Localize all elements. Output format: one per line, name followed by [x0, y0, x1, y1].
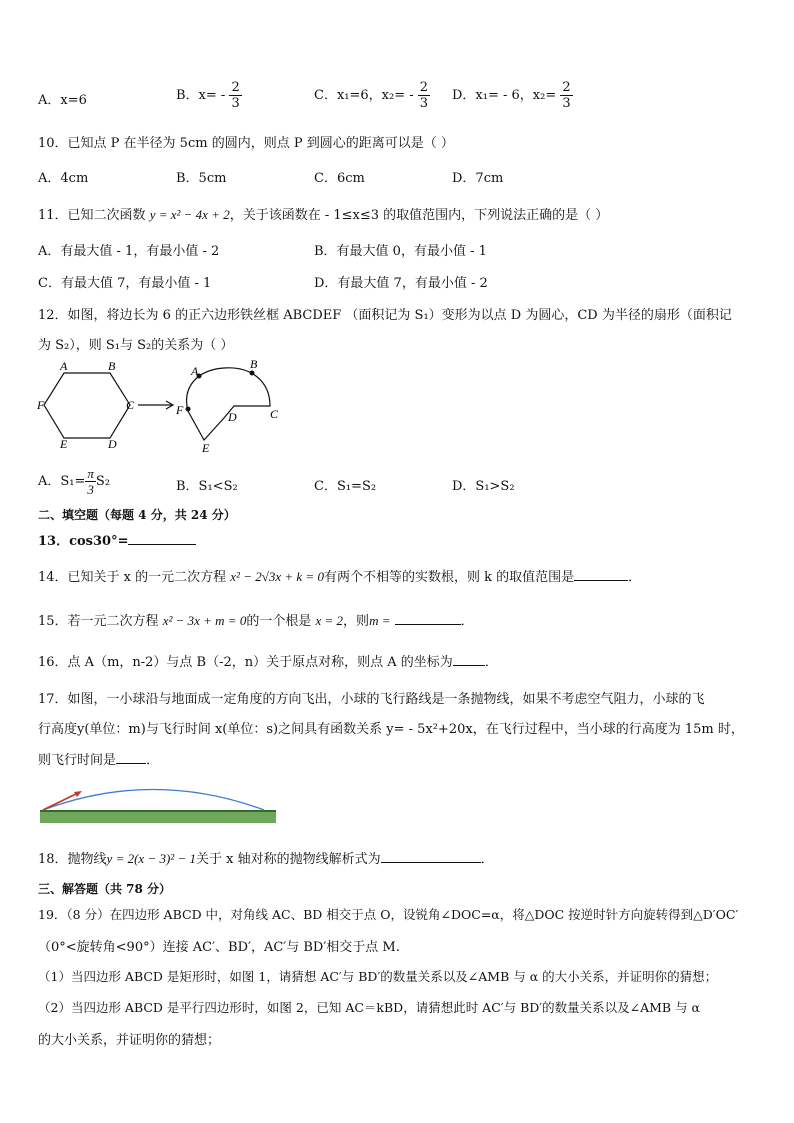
q11-stem [38, 204, 608, 223]
q9-option-a: A．x=6 [38, 93, 87, 108]
q19-line4: （2）当四边形 ABCD 是平行四边形时，如图 2，已知 AC＝kBD，请猜想此时 AC′与 BD′的数量关系以及∠AMB 与 α [38, 1000, 701, 1015]
q11-option-c: C．有最大值 7，有最小值 - 1 [38, 276, 212, 291]
q14-formula: x² − 2√3x + k = 0 [230, 569, 324, 584]
q16-text: 16．点 A（m，n-2）与点 B（-2，n）关于原点对称，则点 A 的坐标为 [38, 655, 453, 670]
q15: 15．若一元二次方程 x² − 3x + m = 0的一个根是 x = 2，则m = ． [38, 613, 474, 629]
q11-stem-suffix: ，关于该函数在 - 1≤x≤3 的取值范围内，下列说法正确的是（ ） [229, 208, 609, 223]
q10-stem: 10．已知点 P 在半径为 5cm 的圆内，则点 P 到圆心的距离可以是（ ） [38, 136, 454, 151]
q10-option-a: A．4cm [38, 171, 89, 186]
q14-prefix: 14．已知关于 x 的一元二次方程 [38, 570, 227, 585]
q11-option-a: A．有最大值 - 1，有最小值 - 2 [38, 244, 220, 259]
hex-label-d: D [108, 437, 117, 451]
q9-option-c [314, 80, 430, 111]
q12-figure [34, 358, 284, 463]
hexagon-shape [44, 373, 130, 438]
q16: 16．点 A（m，n-2）与点 B（-2，n）关于原点对称，则点 A 的坐标为 ． [38, 655, 498, 670]
section-2-title: 二、填空题（每题 4 分，共 24 分） [38, 508, 236, 522]
q18-suffix: 关于 x 轴对称的抛物线解析式为 [195, 852, 381, 867]
q9-option-c-fraction: $\frac{2}{3}$ [419, 80, 429, 111]
q18-formula: y = 2(x − 3)² − 1 [106, 851, 196, 866]
q9-option-b [176, 80, 242, 111]
q10-option-b: B．5cm [176, 171, 227, 186]
sector-label-b: B [250, 358, 258, 371]
q10-option-c: C．6cm [314, 171, 365, 186]
sector-label-f: F [176, 403, 184, 417]
q15-answer-blank[interactable] [395, 612, 461, 625]
hex-label-e: E [60, 437, 68, 451]
q12-option-a [38, 466, 110, 497]
q14-answer-blank[interactable] [574, 568, 628, 581]
q11-option-b: B．有最大值 0，有最小值 - 1 [314, 244, 487, 259]
ground [40, 811, 276, 823]
right-arrow-icon [138, 401, 173, 409]
q12-option-d: D．S₁>S₂ [452, 479, 515, 494]
q15-variable: m = [369, 613, 391, 628]
q9-option-d-prefix: D．x₁= - 6，x₂= [452, 88, 557, 103]
q17-line3-text: 则飞行时间是 [38, 753, 117, 768]
sector-shape [187, 368, 270, 440]
q15-suffix: ，则 [343, 614, 370, 629]
q12-option-a-prefix: A．S₁= [38, 474, 86, 489]
q9-option-b-prefix: B．x= - [176, 88, 226, 103]
hex-label-a: A [60, 359, 68, 373]
q19-line2: （0°<旋转角<90°）连接 AC′、BD′，AC′与 BD′相交于点 M. [38, 940, 400, 955]
q14: 14．已知关于 x 的一元二次方程 x² − 2√3x + k = 0有两个不相等的实数根，则 k 的取值范围是 ． [38, 569, 642, 585]
hex-label-f: F [37, 398, 45, 412]
q17-figure [38, 783, 278, 825]
q19-line1: 19．（8 分）在四边形 ABCD 中，对角线 AC、BD 相交于点 O，设锐角∠DOC=α，将△DOC 按逆时针方向旋转得到△D′OC′ [38, 907, 739, 922]
q13-answer-blank[interactable] [128, 532, 196, 545]
q9-option-d [452, 80, 573, 111]
q12-option-c: C．S₁=S₂ [314, 479, 377, 494]
q19-line3: （1）当四边形 ABCD 是矩形时，如图 1，请猜想 AC′与 BD′的数量关系以及∠AMB 与 α 的大小关系，并证明你的猜想； [38, 969, 718, 984]
q15-prefix: 15．若一元二次方程 [38, 614, 159, 629]
sector-point-f [186, 407, 191, 412]
q18: 18．抛物线y = 2(x − 3)² − 1关于 x 轴对称的抛物线解析式为 ． [38, 851, 494, 867]
q9-option-d-fraction: $\frac{2}{3}$ [562, 80, 571, 111]
q13 [38, 530, 196, 549]
q11-formula: y = x² − 4x + 2 [149, 207, 230, 222]
hex-label-b: B [108, 359, 116, 373]
q12-stem-line2: 为 S₂），则 S₁与 S₂的关系为（ ） [38, 338, 234, 353]
launch-arrow-icon [43, 791, 82, 810]
q11-stem-prefix: 11．已知二次函数 [38, 208, 146, 223]
q15-formula: x² − 3x + m = 0 [162, 613, 247, 628]
q11-option-d: D．有最大值 7，有最小值 - 2 [314, 276, 488, 291]
q18-answer-blank[interactable] [381, 850, 481, 863]
q9-option-b-fraction: $\frac{2}{3}$ [231, 80, 240, 111]
section-3-title: 三、解答题（共 78 分） [38, 882, 172, 896]
q14-suffix: 有两个不相等的实数根，则 k 的取值范围是 [323, 570, 575, 585]
q13-text: 13．cos30°= [38, 534, 129, 549]
hex-label-c: C [126, 398, 135, 412]
q15-root: x = 2 [315, 613, 344, 628]
sector-label-e: E [202, 441, 210, 455]
q12-option-a-suffix: S₂ [95, 474, 111, 489]
sector-label-d: D [228, 410, 237, 424]
q12-stem-line1: 12．如图，将边长为 6 的正六边形铁丝框 ABCDEF （面积记为 S₁）变形为以点 D 为圆心，CD 为半径的扇形（面积记 [38, 308, 732, 323]
q16-answer-blank[interactable] [453, 653, 485, 666]
q10-option-d: D．7cm [452, 171, 504, 186]
q17-line1: 17．如图，一小球沿与地面成一定角度的方向飞出，小球的飞行路线是一条抛物线，如果不考虑空气阻力，小球的飞 [38, 692, 705, 707]
sector-label-c: C [270, 407, 279, 421]
q15-middle: 的一个根是 [246, 614, 312, 629]
q12-option-b: B．S₁<S₂ [176, 479, 238, 494]
q19-line5: 的大小关系，并证明你的猜想； [38, 1033, 221, 1048]
q17-answer-blank[interactable] [116, 751, 146, 764]
sector-point-b [250, 371, 255, 376]
q12-option-a-fraction: $\frac{\pi}{3}$ [87, 466, 94, 497]
sector-label-a: A [191, 364, 199, 378]
q9-option-c-prefix: C．x₁=6，x₂= - [314, 88, 414, 103]
q17-line3: 则飞行时间是 ． [38, 753, 160, 768]
q18-prefix: 18．抛物线 [38, 852, 107, 867]
q17-line2: 行高度y(单位：m)与飞行时间 x(单位：s)之间具有函数关系 y= - 5x²+20x，在飞行过程中，当小球的行高度为 15m 时， [38, 722, 744, 737]
